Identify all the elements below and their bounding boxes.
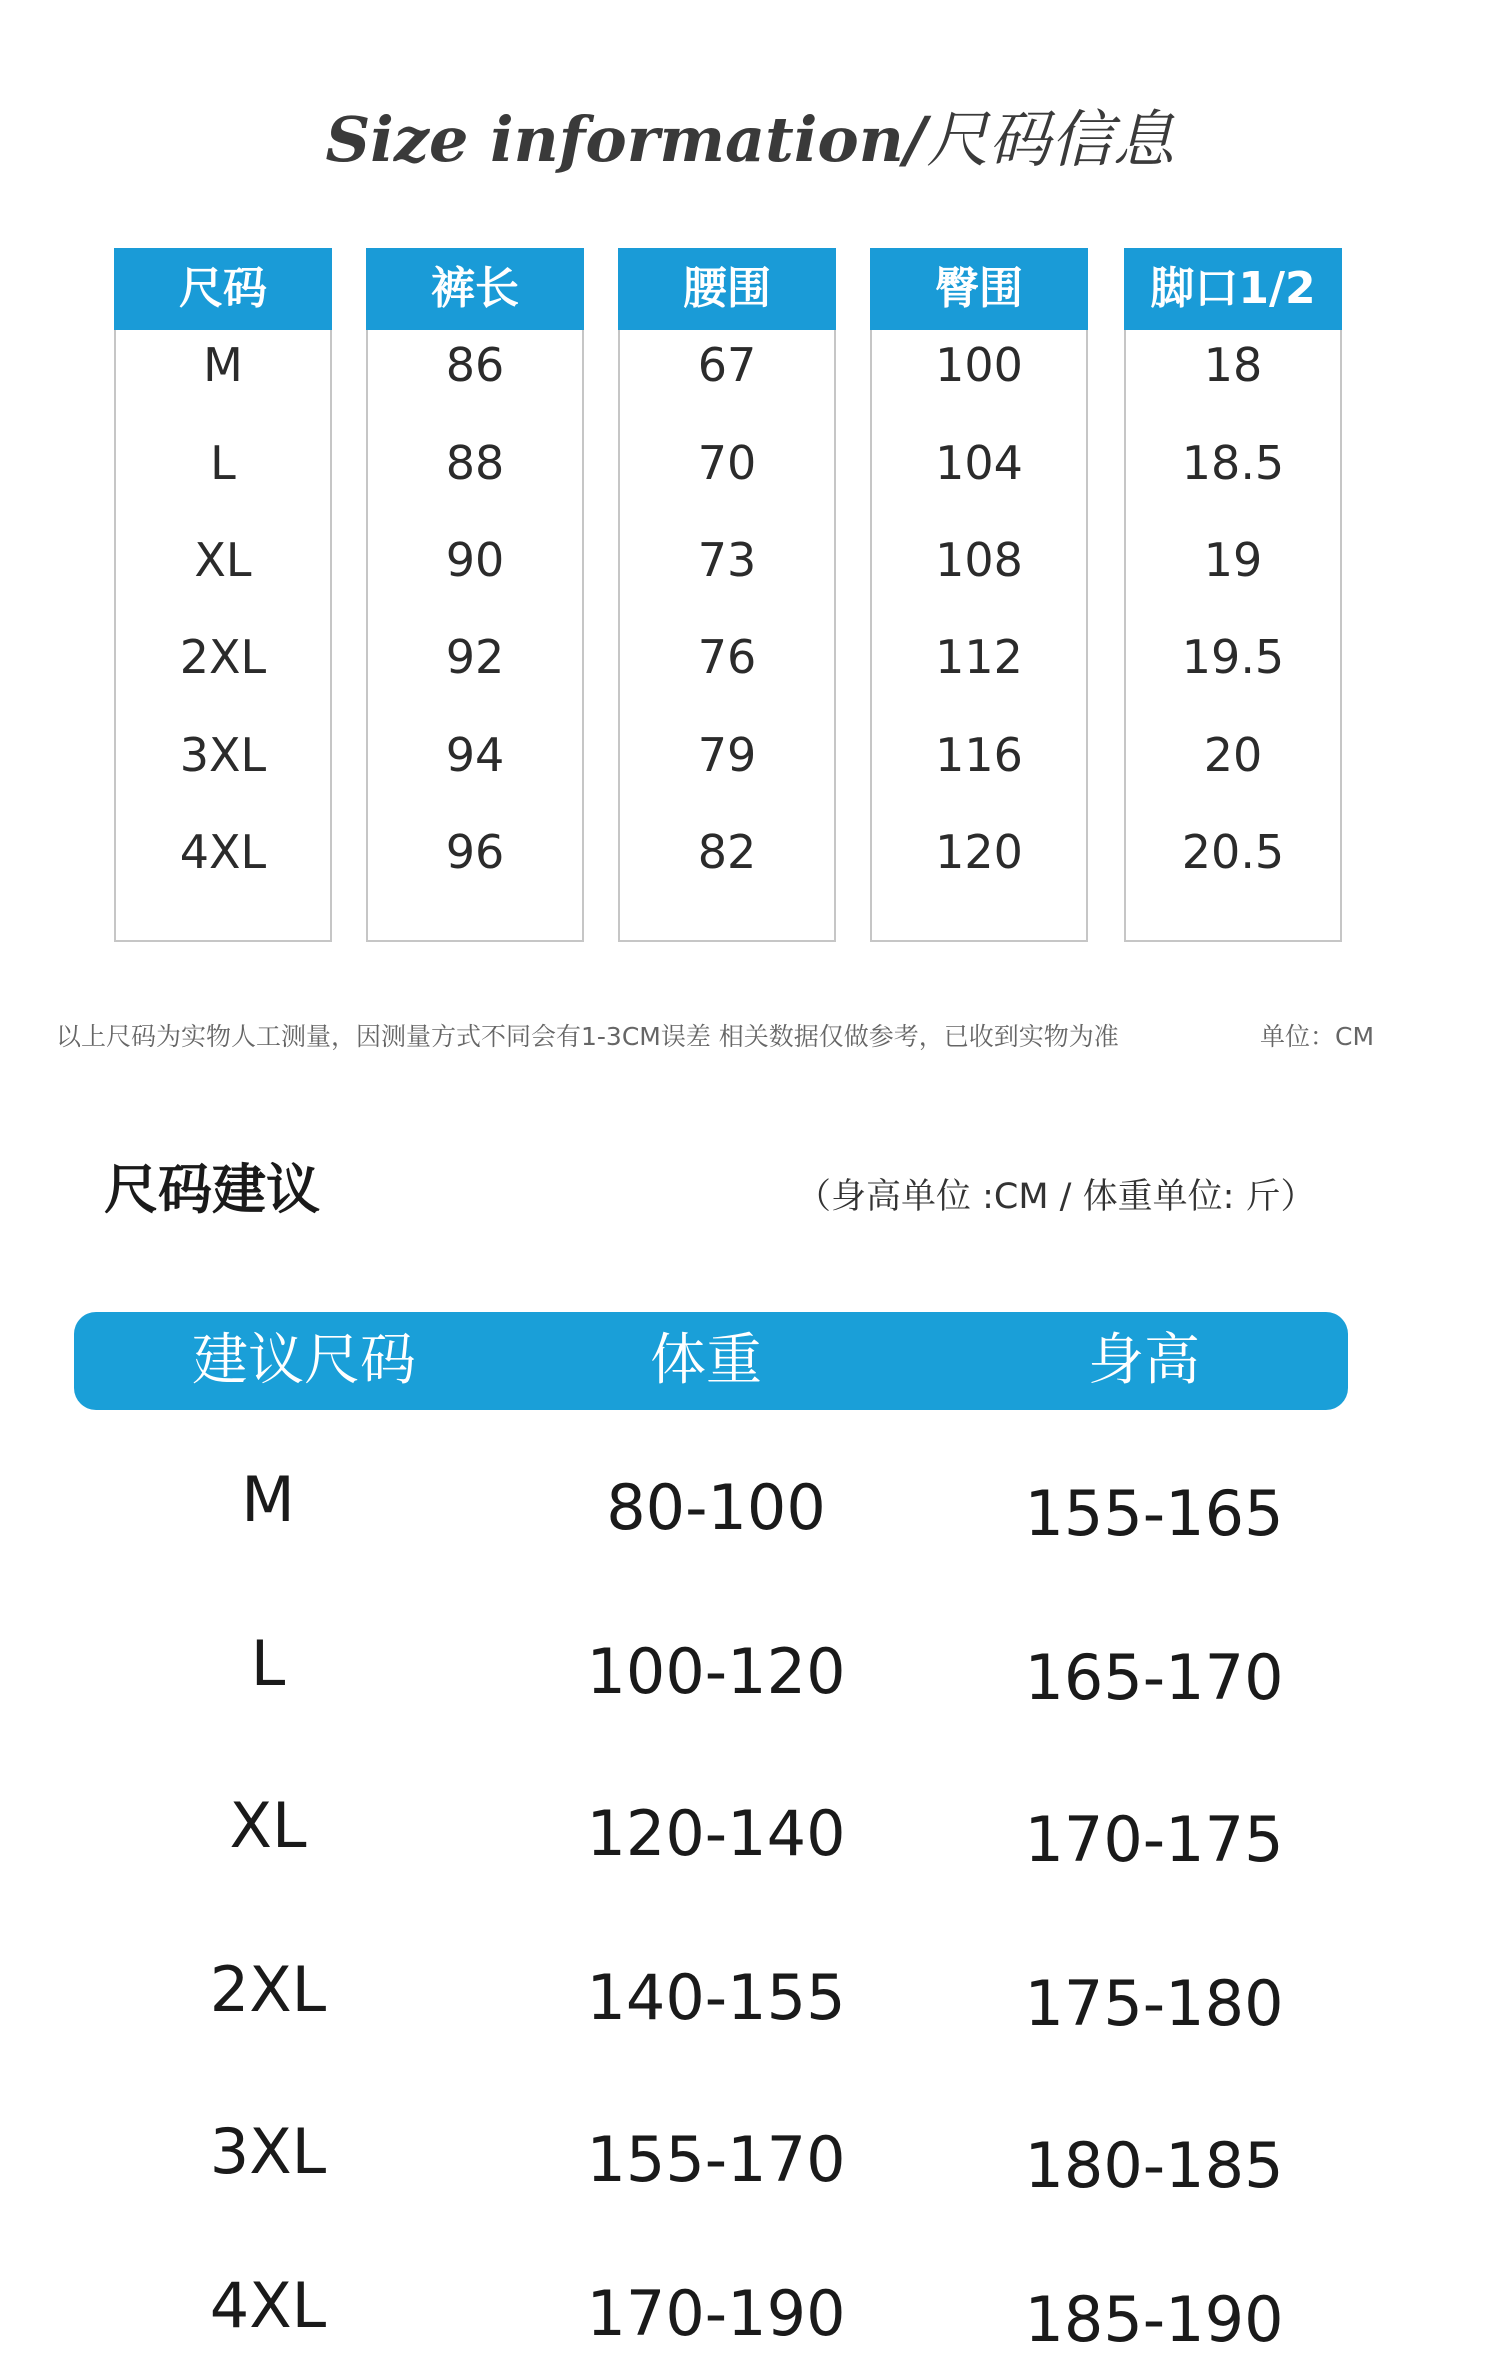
size-table-cell: 104	[935, 436, 1023, 490]
size-column-header: 尺码	[114, 248, 332, 330]
size-table-cell: 92	[445, 630, 505, 684]
size-table-cell: 108	[935, 533, 1023, 587]
size-table-cell: 67	[697, 338, 757, 392]
size-table-cell: 86	[445, 338, 505, 392]
size-table-cell: 70	[697, 436, 757, 490]
recommend-header-height: 身高	[1088, 1328, 1200, 1393]
recommend-height-cell: 170-175	[1024, 1803, 1284, 1876]
size-table-cell: 19.5	[1181, 630, 1285, 684]
recommend-weight-cell: 80-100	[606, 1471, 826, 1544]
size-table-cell: 82	[697, 825, 757, 879]
recommend-height-cell: 175-180	[1024, 1967, 1284, 2040]
recommend-weight-cell: 140-155	[586, 1961, 846, 2034]
size-table-cell: M	[203, 338, 243, 392]
size-table-cell: 20	[1203, 728, 1263, 782]
recommend-header-weight: 体重	[650, 1328, 762, 1393]
recommend-size-cell: XL	[229, 1789, 307, 1862]
size-table-cell: 120	[935, 825, 1023, 879]
recommend-size-cell: 4XL	[209, 2269, 327, 2342]
size-column	[114, 248, 332, 942]
size-table-cell: L	[210, 436, 236, 490]
recommend-size-cell: M	[241, 1463, 295, 1536]
size-column-header: 腰围	[618, 248, 836, 330]
recommend-height-cell: 155-165	[1024, 1477, 1284, 1550]
measurement-note: 以上尺码为实物人工测量，因测量方式不同会有1-3CM误差 相关数据仅做参考，已收到实物为准	[56, 1022, 1119, 1051]
recommend-height-cell: 165-170	[1024, 1641, 1284, 1714]
recommend-height-cell: 180-185	[1024, 2129, 1284, 2202]
recommend-weight-cell: 170-190	[586, 2277, 846, 2350]
size-table-cell: 90	[445, 533, 505, 587]
recommend-height-cell: 185-190	[1024, 2283, 1284, 2356]
size-table-cell: 4XL	[179, 825, 267, 879]
size-column	[618, 248, 836, 942]
page-title	[0, 95, 1500, 185]
size-table-cell: 19	[1203, 533, 1263, 587]
size-column-header: 臀围	[870, 248, 1088, 330]
size-table-cell: 116	[935, 728, 1023, 782]
recommend-title: 尺码建议	[104, 1158, 320, 1221]
size-table-cell: 73	[697, 533, 757, 587]
size-table-cell: 94	[445, 728, 505, 782]
page-title-en: Size information/	[325, 103, 927, 176]
size-table-cell: 76	[697, 630, 757, 684]
size-column-header: 脚口1/2	[1124, 248, 1342, 330]
size-table-cell: 79	[697, 728, 757, 782]
size-table-cell: 112	[935, 630, 1023, 684]
size-table-cell: 18	[1203, 338, 1263, 392]
size-table-cell: 100	[935, 338, 1023, 392]
recommend-size-cell: L	[250, 1627, 286, 1700]
recommend-weight-cell: 120-140	[586, 1797, 846, 1870]
page-title-cn: 尺码信息	[926, 103, 1175, 176]
recommend-size-cell: 2XL	[209, 1953, 327, 2026]
recommend-unit-note: （身高单位 :CM / 体重单位: 斤）	[796, 1177, 1316, 1217]
size-table-cell: 18.5	[1181, 436, 1285, 490]
size-column	[870, 248, 1088, 942]
size-column	[1124, 248, 1342, 942]
recommend-header-size: 建议尺码	[192, 1328, 416, 1393]
size-table-cell: 2XL	[179, 630, 267, 684]
size-table-cell: 20.5	[1181, 825, 1285, 879]
recommend-weight-cell: 100-120	[586, 1635, 846, 1708]
size-column-header: 裤长	[366, 248, 584, 330]
recommend-header-bar	[74, 1312, 1348, 1410]
unit-note: 单位：CM	[1260, 1022, 1375, 1051]
size-table-cell: 3XL	[179, 728, 267, 782]
size-table-cell: 96	[445, 825, 505, 879]
size-table-cell: 88	[445, 436, 505, 490]
recommend-size-cell: 3XL	[209, 2115, 327, 2188]
size-column	[366, 248, 584, 942]
size-table-cell: XL	[194, 533, 252, 587]
recommend-weight-cell: 155-170	[586, 2123, 846, 2196]
